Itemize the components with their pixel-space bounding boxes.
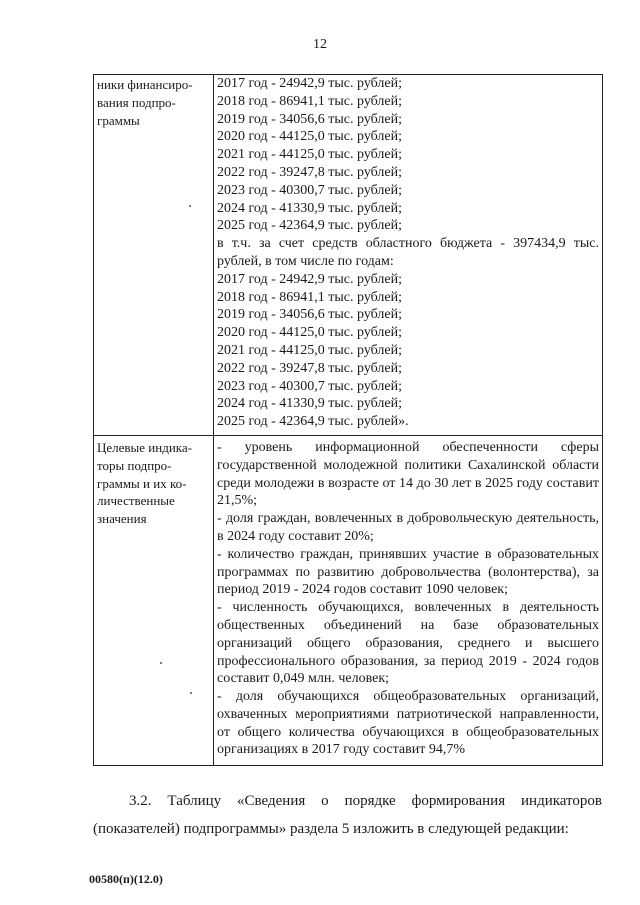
funding-year-line: 2020 год - 44125,0 тыс. рублей; <box>217 129 403 145</box>
indicators-label-line: значения <box>97 511 147 527</box>
funding-year-line: 2025 год - 42364,9 тыс. рублей; <box>217 218 403 234</box>
regional-year-line: 2020 год - 44125,0 тыс. рублей; <box>217 325 403 341</box>
funding-label-line: вания подпро- <box>97 94 176 110</box>
page-number: 12 <box>313 37 327 52</box>
instruction-paragraph: 3.2. Таблицу «Сведения о порядке формирования индикаторов (показателей) подпрограммы» раздела 5 изложить в следующей редакции: <box>93 793 602 837</box>
indicator-item: - численность обучающихся, вовлеченных в деятельность общественных объединений на базе образовательных организаций общего образования, среднего и высшего профессионального образования, за период 2019 - 2024 годов составит 0,049 млн. человек; <box>217 600 599 687</box>
funding-row <box>94 75 603 436</box>
funding-year-line: 2019 год - 34056,6 тыс. рублей; <box>217 111 403 127</box>
funding-year-line: 2018 год - 86941,1 тыс. рублей; <box>217 93 403 109</box>
indicators-label-line: торы подпро- <box>97 457 172 473</box>
regional-year-line: 2019 год - 34056,6 тыс. рублей; <box>217 307 403 323</box>
funding-year-line: 2022 год - 39247,8 тыс. рублей; <box>217 164 403 180</box>
passport-table <box>93 74 603 766</box>
indicator-item: - количество граждан, принявших участие в образовательных программах по развитию добровольчества (волонтерства), за период 2019 - 2024 годов составит 1090 человек; <box>217 546 599 598</box>
funding-label-line: ники финансиро- <box>97 77 193 92</box>
indicators-label-cell <box>94 435 214 765</box>
funding-label-cell <box>94 75 214 436</box>
indicator-item: - доля обучающихся общеобразовательных организаций, охваченных мероприятиями патриотической направленности, от общего количества обучающихся в общеобразовательных организациях в 2017 году составит 94,7% <box>217 689 599 758</box>
regional-year-line: 2018 год - 86941,1 тыс. рублей; <box>217 289 403 305</box>
indicators-value-cell <box>214 435 603 765</box>
funding-value-cell <box>214 75 603 436</box>
regional-year-line: 2021 год - 44125,0 тыс. рублей; <box>217 342 403 358</box>
funding-year-line: 2024 год - 41330,9 тыс. рублей; <box>217 200 403 216</box>
regional-year-line: 2017 год - 24942,9 тыс. рублей; <box>217 271 403 287</box>
indicator-item: - уровень информационной обеспеченности сферы государственной молодежной политики Сахалинской области среди молодежи в возрасте от 14 до 30 лет в 2025 году составит 21,5%; <box>217 439 599 509</box>
scan-speck <box>160 662 162 664</box>
funding-year-line: 2023 год - 40300,7 тыс. рублей; <box>217 182 403 198</box>
indicators-label-line: Целевые индика- <box>97 439 193 455</box>
regional-budget-text: в т.ч. за счет средств областного бюджета - 397434,9 тыс. рублей, в том числе по годам: <box>217 236 599 269</box>
funding-year-line: 2017 год - 24942,9 тыс. рублей; <box>217 76 403 91</box>
indicators-label-line: личественные <box>97 493 175 509</box>
indicators-row <box>94 435 603 765</box>
regional-year-line: 2025 год - 42364,9 тыс. рублей». <box>217 414 409 430</box>
scan-speck <box>190 692 192 694</box>
regional-year-line: 2024 год - 41330,9 тыс. рублей; <box>217 396 403 412</box>
indicators-label-line: граммы и их ко- <box>97 475 187 491</box>
scan-speck <box>189 205 191 207</box>
funding-label-line: граммы <box>97 112 140 128</box>
document-code: 00580(п)(12.0) <box>89 872 163 886</box>
regional-year-line: 2023 год - 40300,7 тыс. рублей; <box>217 378 403 394</box>
indicator-item: - доля граждан, вовлеченных в добровольческую деятельность, в 2024 году составит 20%; <box>217 511 599 544</box>
funding-year-line: 2021 год - 44125,0 тыс. рублей; <box>217 147 403 163</box>
regional-year-line: 2022 год - 39247,8 тыс. рублей; <box>217 360 403 376</box>
